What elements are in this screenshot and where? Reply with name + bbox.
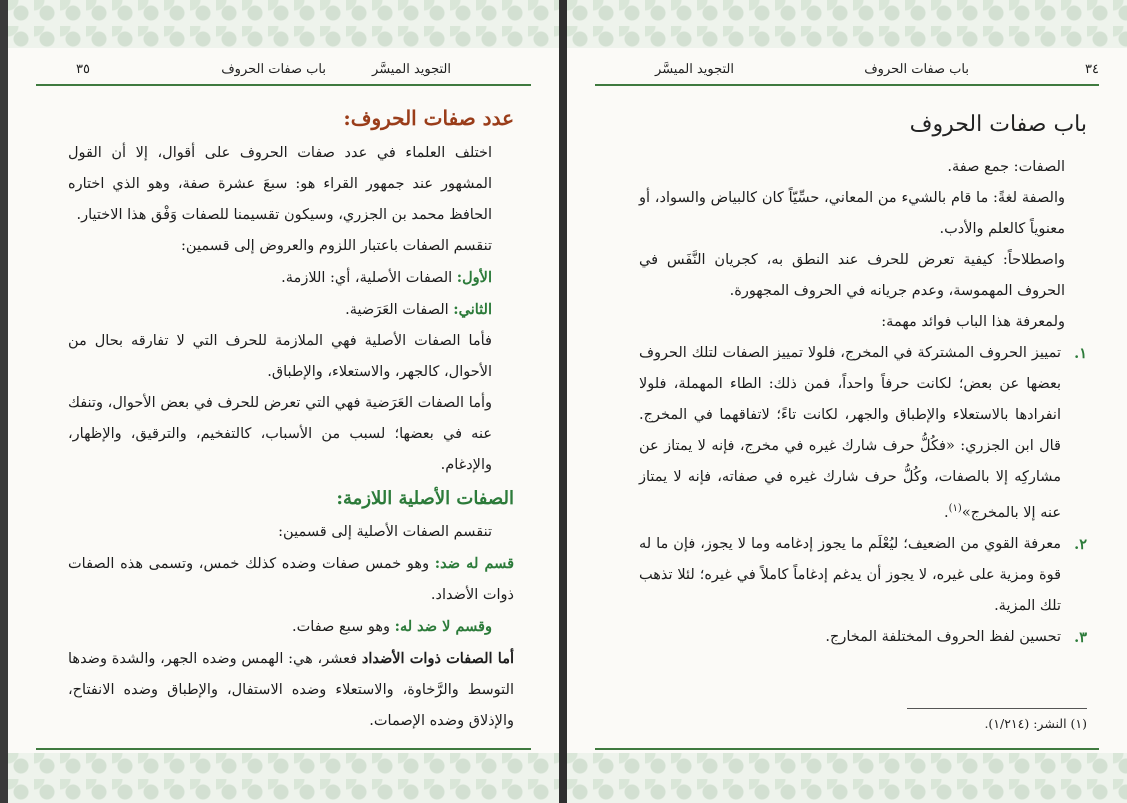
list-item xyxy=(639,529,1087,622)
label-first: الأول: xyxy=(456,269,492,286)
list-item xyxy=(639,338,1087,529)
label-qism-2: وقسم لا ضد له: xyxy=(394,618,492,635)
paragraph: تنقسم الصفات الأصلية إلى قسمين: xyxy=(278,524,492,540)
list-text: تحسين لفظ الحروف المختلفة المخارج. xyxy=(825,628,1061,645)
footnote-rule xyxy=(907,708,1087,709)
running-header xyxy=(595,62,1099,84)
paragraph: فأما الصفات الأصلية فهي الملازمة للحرف التي لا تفارقه بحال من الأحوال، كالجهر، والاستعلاء، والإطباق. xyxy=(68,333,492,380)
page-number: ٣٤ xyxy=(1085,62,1099,77)
book-gutter xyxy=(559,0,567,803)
paragraph: والصفة لغةً: ما قام بالشيء من المعاني، حسِّيّاً كان كالبياض والسواد، أو معنوياً كالعلم والأدب. xyxy=(639,190,1065,237)
paragraph xyxy=(68,611,514,643)
list-number: ٣. xyxy=(1074,628,1087,646)
running-header xyxy=(36,62,531,84)
chapter-title: باب صفات الحروف xyxy=(909,112,1087,137)
paragraph: واصطلاحاً: كيفية تعرض للحرف عند النطق به، كجريان النَّفَس في الحروف المهموسة، وعدم جريانه في الحروف المجهورة. xyxy=(639,252,1065,299)
list-number: ٢. xyxy=(1074,535,1087,553)
text-second: الصفات العَرَضية. xyxy=(345,302,454,318)
page-35 xyxy=(8,0,559,803)
paragraph-text: فعشر، هي: الهمس وضده الجهر، والشدة وضدها التوسط والرَّخاوة، والاستعلاء وضده الاستفال، والإطباق وضده الانفتاح، والإذلاق وضده الإصمات. xyxy=(68,651,514,729)
section-heading: الصفات الأصلية اللازمة: xyxy=(336,488,514,509)
page-34 xyxy=(567,0,1127,803)
paragraph: اختلف العلماء في عدد صفات الحروف على أقوال، إلا أن القول المشهور عند جمهور القراء هو: سبعَ عشرة صفة، وهو الذي اختاره الحافظ محمد بن الجزري، وسيكون تقسيمنا للصفات وَفْق هذا الاختيار. xyxy=(68,145,492,223)
ornament-border-top xyxy=(8,0,559,48)
footer-rule xyxy=(595,748,1099,750)
footnote: (١) النشر: (١/٢١٤). xyxy=(984,716,1087,731)
page-body xyxy=(68,98,514,737)
list-number: ١. xyxy=(1074,345,1087,362)
paragraph: الصفات: جمع صفة. xyxy=(947,159,1065,175)
paragraph: تنقسم الصفات باعتبار اللزوم والعروض إلى قسمين: xyxy=(181,238,492,254)
paragraph xyxy=(68,643,514,737)
page-number: ٣٥ xyxy=(76,62,90,77)
paragraph: وأما الصفات العَرَضية فهي التي تعرض للحرف في بعض الأحوال، وتنفك عنه في بعضها؛ لسبب من الأسباب، كالتفخيم، والترقيق، والإظهار، والإدغام. xyxy=(68,395,492,473)
paragraph xyxy=(68,262,514,294)
header-chapter-title: باب صفات الحروف xyxy=(864,62,969,77)
header-chapter-title: باب صفات الحروف xyxy=(221,62,326,77)
footer-rule xyxy=(36,748,531,750)
list-item xyxy=(639,622,1087,653)
header-book-title: التجويد الميسَّر xyxy=(655,62,734,77)
paragraph xyxy=(68,548,514,611)
list-text: تمييز الحروف المشتركة في المخرج، فلولا تمييز الصفات لتلك الحروف بعضها عن بعض؛ لكانت حرفاً واحداً، فمن ذلك: الطاء المهملة، فلولا انفرادها بالاستعلاء والإطباق والجهر، لكانت تاءً؛ لاتفاقهما في المخرج. قال ابن الجزري: «فكُلُّ حرف شارك غيره في مخرج، فإنه لا يمتاز عن مشاركِه إلا بالصفات، وكُلُّ حرف شارك غيره في صفاته، فإنه لا يمتاز عنه إلا بالمخرج» xyxy=(639,345,1061,521)
text-qism-1: وهو خمس صفات وضده كذلك خمس، وتسمى هذه الصفات ذوات الأضداد. xyxy=(68,556,514,603)
list-text: معرفة القوي من الضعيف؛ ليُعْلَم ما يجوز إدغامه وما لا يجوز، فإن ما له قوة ومزية على غيره، لا يجوز أن يدغم إدغاماً كاملاً في غيره؛ لئلا تذهب تلك المزية. xyxy=(639,535,1061,614)
paragraph xyxy=(68,294,514,326)
bold-lead: أما الصفات ذوات الأضداد xyxy=(361,650,514,667)
ornament-border-top xyxy=(567,0,1127,48)
page-body xyxy=(639,98,1087,653)
paragraph: ولمعرفة هذا الباب فوائد مهمة: xyxy=(881,314,1065,330)
section-heading: عدد صفات الحروف: xyxy=(343,106,514,130)
text-qism-2: وهو سبع صفات. xyxy=(292,619,395,635)
ornament-border-bottom xyxy=(8,753,559,803)
list-tail: . xyxy=(944,504,949,521)
header-rule xyxy=(36,84,531,86)
label-qism-1: قسم له ضد: xyxy=(434,555,514,572)
footnote-ref[interactable]: (١) xyxy=(948,503,962,514)
ornament-border-bottom xyxy=(567,753,1127,803)
label-second: الثاني: xyxy=(453,301,492,318)
header-rule xyxy=(595,84,1099,86)
text-first: الصفات الأصلية، أي: اللازمة. xyxy=(281,270,457,286)
header-book-title: التجويد الميسَّر xyxy=(372,62,451,77)
